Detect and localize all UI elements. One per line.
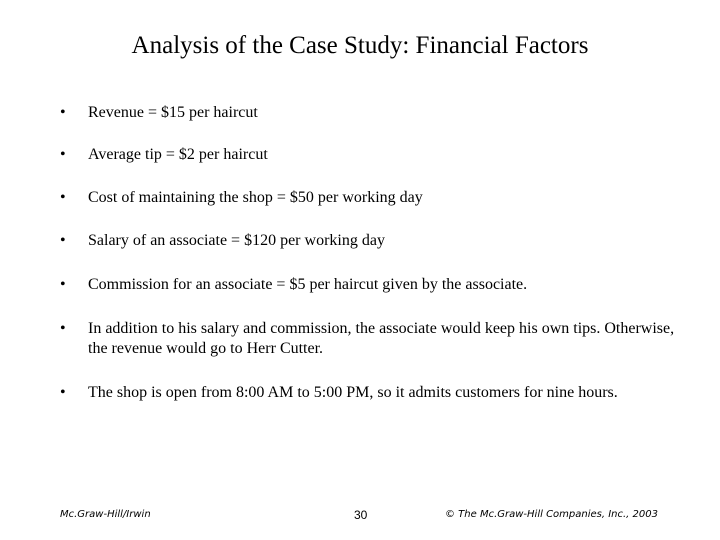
bullet-icon: • (60, 320, 66, 337)
bullet-text: Commission for an associate = $5 per haircut given by the associate. (88, 276, 528, 293)
bullet-text: The shop is open from 8:00 AM to 5:00 PM, so it admits customers for nine hours. (88, 384, 618, 401)
bullet-item (60, 275, 690, 295)
bullet-item (60, 383, 690, 403)
footer-publisher: Mc.Graw-Hill/Irwin (60, 509, 151, 520)
bullet-text: Cost of maintaining the shop = $50 per working day (88, 189, 423, 206)
bullet-item (60, 103, 690, 123)
bullet-text: Salary of an associate = $120 per working day (88, 232, 385, 249)
bullet-text: Average tip = $2 per haircut (88, 146, 268, 163)
footer-copyright: © The Mc.Graw-Hill Companies, Inc., 2003 (445, 509, 658, 520)
bullet-icon: • (60, 384, 66, 401)
slide-title: Analysis of the Case Study: Financial Factors (131, 32, 589, 59)
bullet-item (60, 145, 690, 165)
bullet-item (60, 231, 690, 251)
bullet-icon: • (60, 104, 66, 121)
footer-page-number: 30 (354, 508, 368, 522)
bullet-item (60, 319, 690, 359)
bullet-icon: • (60, 232, 66, 249)
bullet-icon: • (60, 276, 66, 293)
bullet-icon: • (60, 146, 66, 163)
bullet-item (60, 188, 690, 208)
bullet-icon: • (60, 189, 66, 206)
bullet-text: In addition to his salary and commission, the associate would keep his own tips. Otherwise, the revenue would go to Herr Cutter. (88, 320, 675, 357)
bullet-text: Revenue = $15 per haircut (88, 104, 258, 121)
